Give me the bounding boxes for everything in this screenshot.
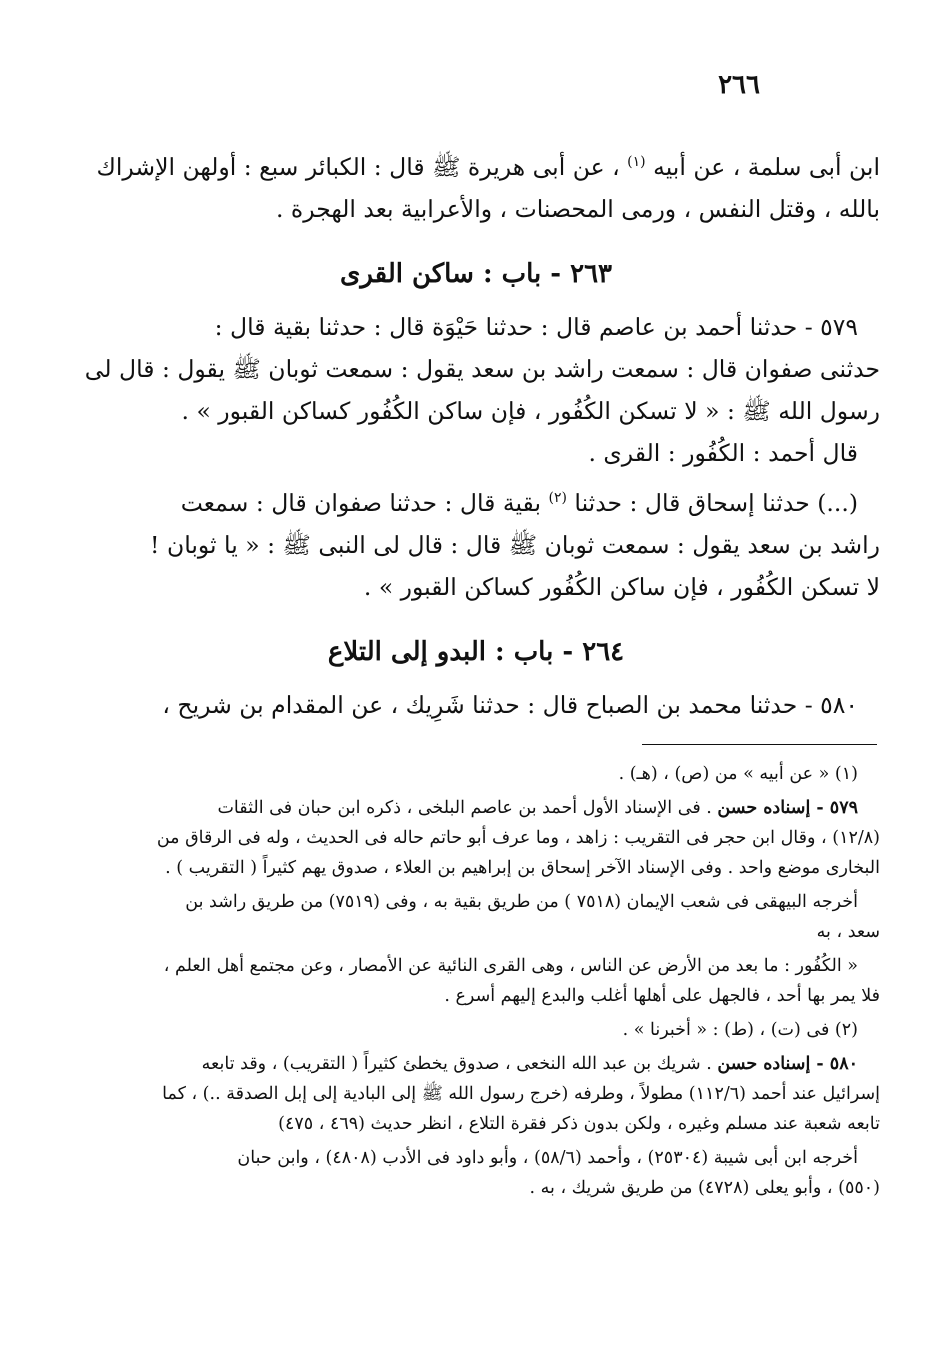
footnote-2: (٢) فى (ت) ، (ط) : « أخبرنا » . [622, 1020, 858, 1040]
intro-line-1: ابن أبى سلمة ، عن أبيه $^{(١)}$ ، عن أبى هريرة ﷺ قال : الكبائر سبع : أولهن الإشراك [96, 153, 880, 181]
footnote-580-label: ٥٨٠ - إسناده حسن [717, 1054, 858, 1074]
hadith-580-line-1: ٥٨٠ - حدثنا محمد بن الصباح قال : حدثنا شَرِيك ، عن المقدام بن شريح ، [162, 691, 858, 719]
footnote-kufur: « الكُفُور : ما بعد من الأرض عن الناس ، وهى القرى النائية عن الأمصار ، وعن مجتمع أهل العلم ، فلا يمر بها أحد ، فالجهل على أهلها أغلب والبدع إليهم أسرع . [163, 956, 880, 1006]
footnote-579-takhrij: أخرجه البيهقى فى شعب الإيمان (٧٥١٨ ) من طريق بقية به ، وفى (٧٥١٩) من طريق راشد بن سعد ، به [185, 892, 880, 942]
hadith-579-line-3: رسول الله ﷺ : « لا تسكن الكُفُور ، فإن ساكن الكُفُور كساكن القبور » . [181, 397, 880, 425]
footnote-579: ٥٧٩ - إسناده حسن . فى الإسناد الأول أحمد بن عاصم البلخى ، ذكره ابن حبان فى الثقات (١٢/٨) ، وقال ابن حجر فى التقريب : زاهد ، وما عرف أبو حاتم حاله فى الحديث ، وله فى الرقاق من البخارى موضع واحد . وفى الإسناد الآخر إسحاق بن إبراهيم بن العلاء ، صدوق يهم كثيراً ( التقريب ) . [156, 798, 880, 878]
chapter-heading-263: ٢٦٣ - باب : ساكن القرى [339, 259, 613, 289]
intro-line-2: بالله ، وقتل النفس ، ورمى المحصنات ، والأعرابية بعد الهجرة . [275, 195, 880, 223]
hadith-579-line-2: حدثنى صفوان قال : سمعت راشد بن سعد يقول : سمعت ثوبان ﷺ يقول : قال لى [84, 355, 880, 383]
footnote-580-takhrij: أخرجه ابن أبى شيبة (٢٥٣٠٤) ، وأحمد (٥٨/٦) ، وأبو داود فى الأدب (٤٨٠٨) ، وابن حبان (٥٥٠) ، وأبو يعلى (٤٧٢٨) من طريق شريك ، به . [237, 1148, 880, 1198]
footnote-divider [642, 744, 877, 745]
page-number: ٢٦٦ [718, 70, 760, 100]
footnote-ref-2[interactable]: (٢) [548, 490, 567, 507]
footnote-1: (١) « عن أبيه » من (ص) ، (هـ) . [618, 764, 858, 784]
footnote-ref-1[interactable]: (١) [627, 154, 646, 171]
hadith-579b-line-3: لا تسكن الكُفُور ، فإن ساكن الكُفُور كساكن القبور » . [363, 573, 880, 601]
footnote-579-label: ٥٧٩ - إسناده حسن [717, 798, 858, 818]
hadith-579-second-chain [72, 482, 880, 608]
hadith-579-line-1: ٥٧٩ - حدثنا أحمد بن عاصم قال : حدثنا حَيْوَة قال : حدثنا بقية قال : [214, 313, 858, 341]
hadith-579b-line-2: راشد بن سعد يقول : سمعت ثوبان ﷺ قال : قال لى النبى ﷺ : « يا ثوبان ! [150, 531, 880, 559]
footnotes [72, 759, 880, 1203]
footnote-580: ٥٨٠ - إسناده حسن . شريك بن عبد الله النخعى ، صدوق يخطئ كثيراً ( التقريب) ، وقد تابعه إسرائيل عند أحمد (١١٢/٦) مطولاً ، وطرفه (خرج رسول الله ﷺ إلى البادية إلى إبل الصدقة ..) ، كما تابعه شعبة عند مسلم وغيره ، ولكن بدون ذكر فقرة التلاع ، انظر حديث (٤٦٩ ، ٤٧٥) [162, 1054, 880, 1134]
hadith-579b-line-1: (...) حدثنا إسحاق قال : حدثنا $^{(٢)}$ بقية قال : حدثنا صفوان قال : سمعت [180, 489, 858, 517]
page-content [72, 146, 880, 1207]
hadith-580 [72, 684, 880, 726]
chapter-heading-264: ٢٦٤ - باب : البدو إلى التلاع [327, 637, 625, 667]
intro-paragraph [72, 146, 880, 230]
hadith-579 [72, 306, 880, 474]
hadith-579-line-4: قال أحمد : الكُفُور : القرى . [588, 439, 858, 467]
